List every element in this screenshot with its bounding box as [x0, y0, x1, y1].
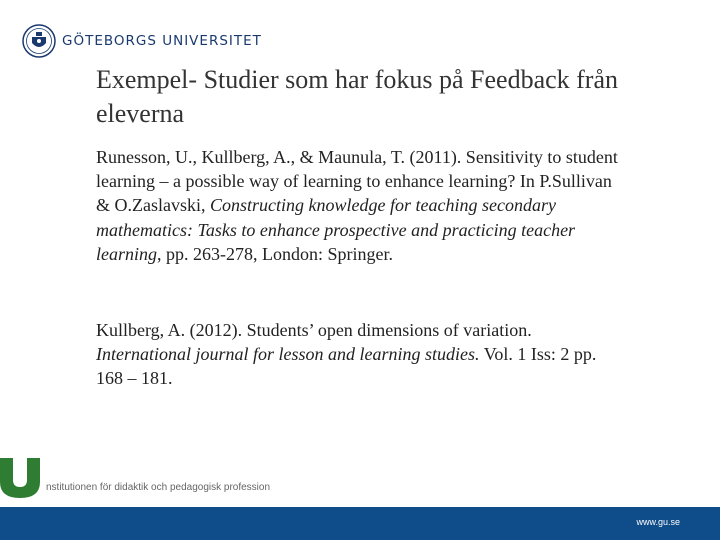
reference-text: Kullberg, A. (2012). Students’ open dimensions of variation.	[96, 320, 532, 340]
reference-italic-title: Constructing knowledge for teaching secondary mathematics: Tasks to enhance prospective and practicing teacher learning	[96, 195, 576, 264]
reference-text: , pp. 263-278, London: Springer.	[157, 243, 393, 264]
u-logo-icon	[0, 456, 40, 498]
department-name: nstitutionen för didaktik och pedagogisk profession	[46, 482, 271, 493]
footer-bar	[0, 507, 720, 540]
university-name: GÖTEBORGS UNIVERSITET	[62, 33, 262, 49]
university-header	[22, 20, 262, 62]
reference-text: Runesson, U., Kullberg, A., & Maunula, T. (2011). Sensitivity to student learning – a possible way of learning to enhance learning? In P.Sullivan & O.Zaslavski,	[96, 147, 618, 216]
reference-kullberg-2012	[96, 318, 626, 391]
reference-runesson-2011	[96, 145, 626, 266]
reference-italic-title: International journal for lesson and learning studies.	[96, 344, 480, 365]
reference-text: Vol. 1 Iss: 2 pp. 168 – 181.	[96, 344, 597, 389]
website-link[interactable]: www.gu.se	[636, 517, 680, 527]
university-seal-icon	[22, 24, 56, 58]
department-footer	[0, 456, 270, 498]
slide-title: Exempel- Studier som har fokus på Feedback från eleverna	[96, 65, 619, 128]
